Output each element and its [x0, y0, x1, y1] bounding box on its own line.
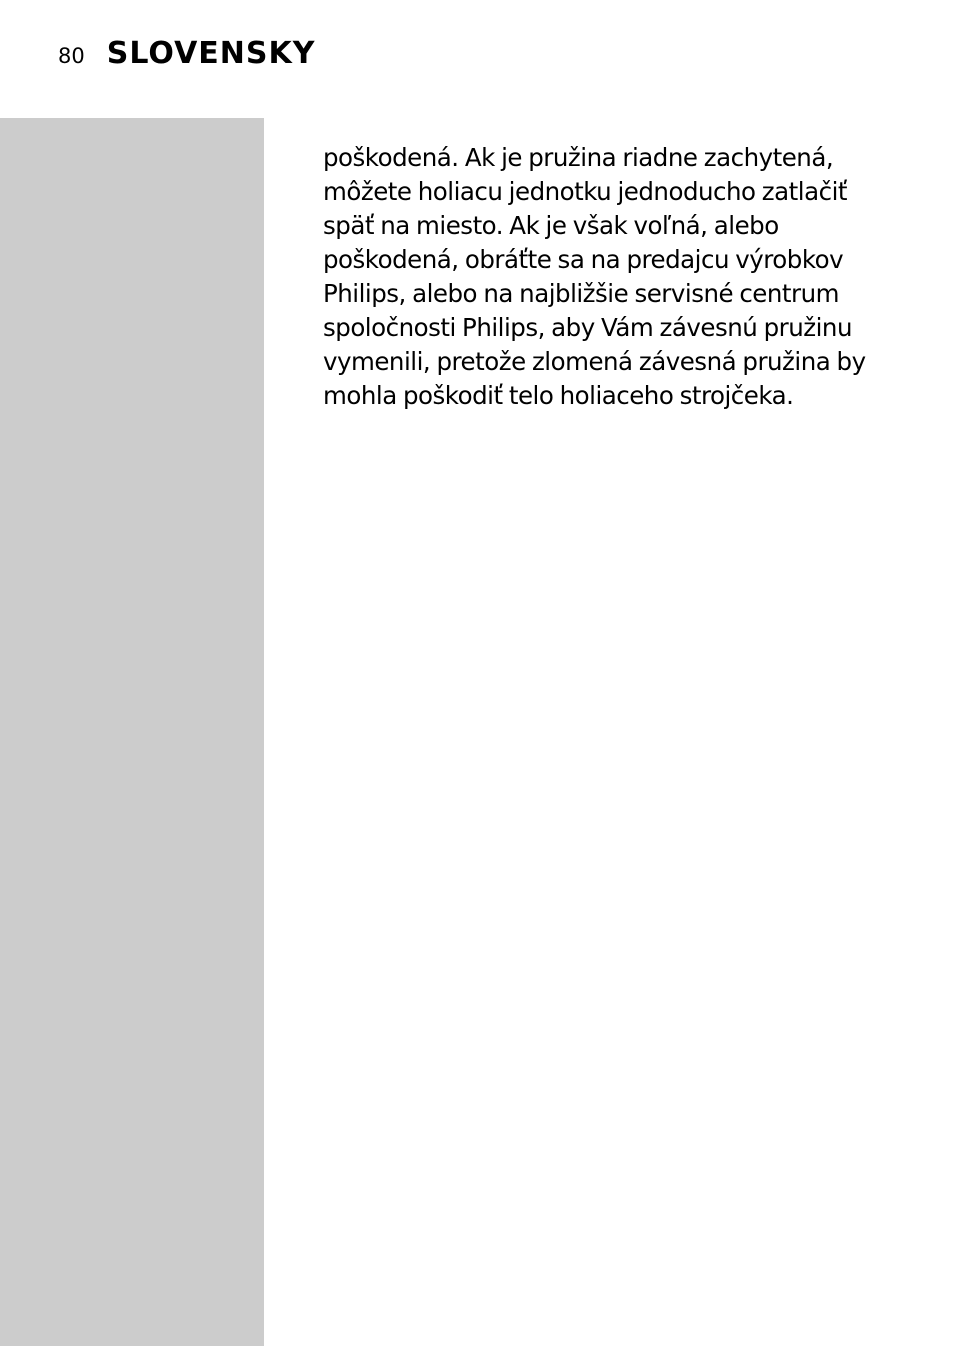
text-line: poškodená. Ak je pružina riadne zachytená, — [323, 143, 834, 172]
page-header — [58, 36, 315, 76]
text-line: Philips, alebo na najbližšie servisné centrum — [323, 279, 839, 308]
page-number: 80 — [58, 44, 85, 68]
main-content — [323, 141, 923, 413]
text-line: mohla poškodiť telo holiaceho strojčeka. — [323, 381, 794, 410]
section-title: SLOVENSKY — [106, 36, 316, 71]
text-line: poškodená, obráťte sa na predajcu výrobkov — [323, 245, 844, 274]
text-line: späť na miesto. Ak je však voľná, alebo — [323, 211, 779, 240]
body-paragraph — [323, 141, 923, 413]
side-panel — [0, 118, 264, 1346]
text-line: spoločnosti Philips, aby Vám závesnú pružinu — [323, 313, 852, 342]
text-line: vymenili, pretože zlomená závesná pružina by — [323, 347, 866, 376]
text-line: môžete holiacu jednotku jednoducho zatlačiť — [323, 177, 847, 206]
